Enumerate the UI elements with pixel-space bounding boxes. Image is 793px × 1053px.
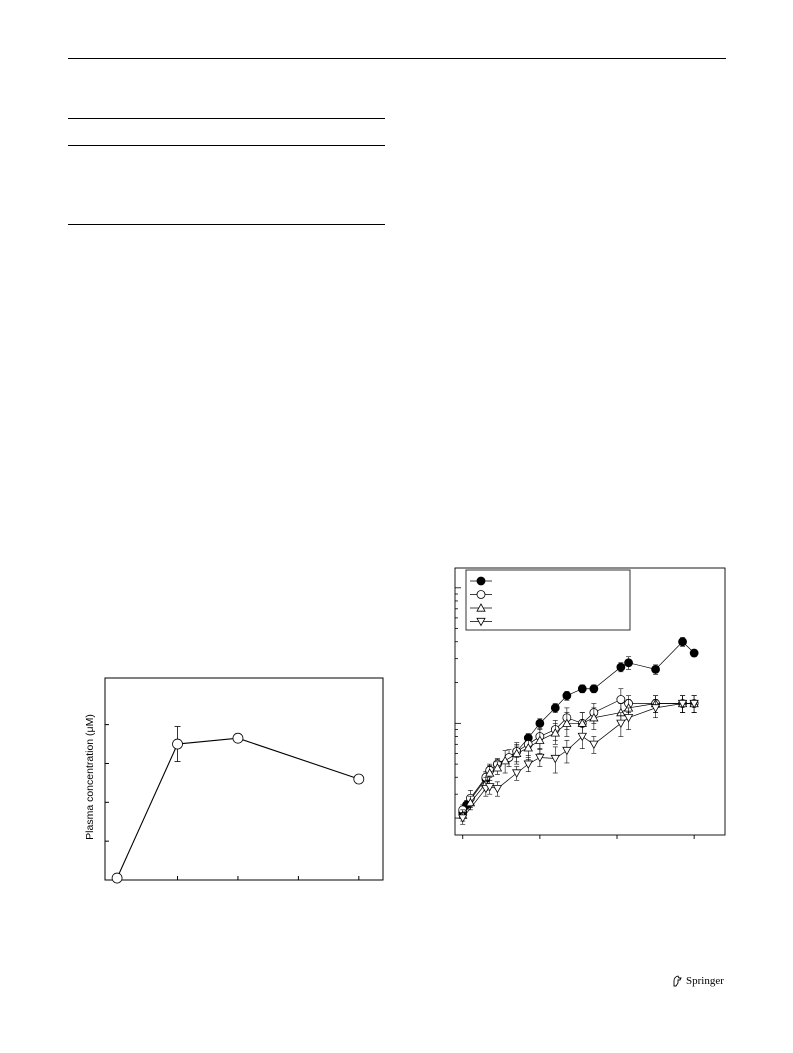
y-axis-label: Plasma concentration (μM): [84, 714, 96, 840]
data-point: [524, 761, 532, 768]
data-point: [617, 663, 625, 671]
log-series-chart: [440, 560, 730, 860]
publisher-logo: [672, 975, 724, 987]
table-top-rule: [68, 118, 385, 119]
data-point: [625, 715, 633, 722]
data-point: [551, 755, 559, 762]
springer-horse-icon: [672, 975, 683, 987]
data-point: [551, 704, 559, 712]
data-point: [112, 873, 122, 883]
publisher-name: Springer: [686, 975, 724, 987]
plasma-concentration-chart: [95, 670, 395, 895]
data-point: [354, 774, 364, 784]
data-point: [563, 747, 571, 754]
legend-marker: [477, 577, 485, 585]
data-point: [652, 705, 660, 712]
data-point: [590, 741, 598, 748]
data-point: [513, 770, 521, 777]
legend-box: [466, 570, 630, 630]
data-point: [652, 665, 660, 673]
data-point: [690, 649, 698, 657]
data-point: [493, 785, 501, 792]
legend-marker: [477, 591, 485, 599]
header-rule: [68, 58, 726, 59]
data-point: [617, 720, 625, 727]
data-point: [617, 695, 625, 703]
table-header-rule: [68, 145, 385, 146]
data-point: [679, 638, 687, 646]
table-bottom-rule: [68, 224, 385, 225]
data-point: [173, 739, 183, 749]
data-point: [563, 692, 571, 700]
data-point: [233, 733, 243, 743]
plot-frame: [105, 678, 383, 880]
data-point: [578, 685, 586, 693]
data-point: [625, 659, 633, 667]
series-line: [117, 738, 359, 878]
data-point: [590, 685, 598, 693]
